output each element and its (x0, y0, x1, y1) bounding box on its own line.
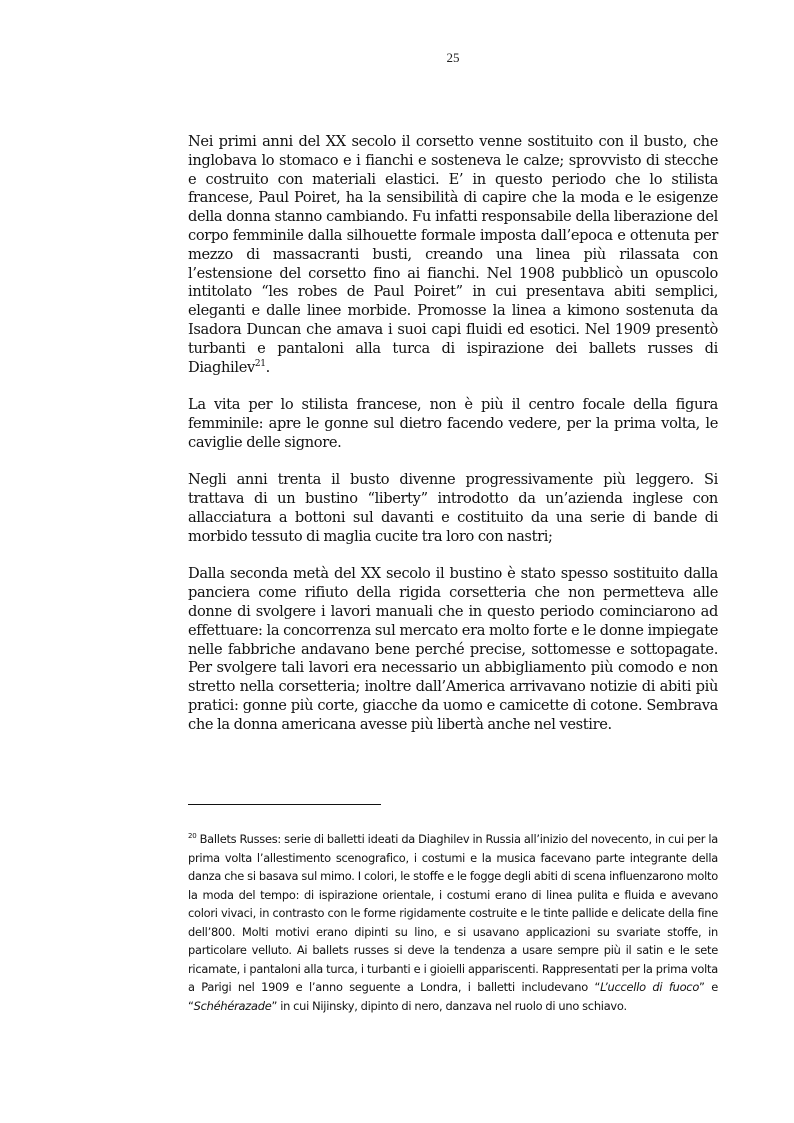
footnote-reference: 21 (254, 358, 266, 369)
main-text (188, 133, 718, 753)
paragraph-2: La vita per lo stilista francese, non è più il centro focale della figura femminile: apre le gonne sul dietro facendo vedere, per la prima volta, le caviglie delle signore. (188, 396, 718, 451)
paragraph-1-tail: . (265, 358, 270, 376)
page-number: 25 (446, 50, 460, 65)
paragraph-4: Dalla seconda metà del XX secolo il bustino è stato spesso sostituito dalla panciera come rifiuto della rigida corsetteria che non permetteva alle donne di svolgere i lavori manuali che in questo periodo cominciarono ad effettuare: la concorrenza sul mercato era molto forte e le donne impiegate nelle fabbriche andavano bene perché precise, sottomesse e sottopagate. Per svolgere tali lavori era necessario un abbigliamento più comodo e non stretto nella corsetteria; inoltre dall’America arrivavano notizie di abiti più pratici: gonne più corte, giacche da uomo e camicette di cotone. Sembrava che la donna americana avesse più libertà anche nel vestire. (188, 565, 718, 733)
paragraph-1-text: Nei primi anni del XX secolo il corsetto venne sostituito con il busto, che inglobava lo stomaco e i fianchi e sosteneva le calze; sprovvisto di stecche e costruito con materiali elastici. E’ in questo periodo che lo stilista francese, Paul Poiret, ha la sensibilità di capire che la moda e le esigenze della donna stanno cambiando. Fu infatti responsabile della liberazione del corpo femminile dalla silhouette formale imposta dall’epoca e ottenuta per mezzo di massacranti busti, creando una linea più rilassata con l’estensione del corsetto fino ai fianchi. Nel 1908 pubblicò un opuscolo intitolato “les robes de Paul Poiret” in cui presentava abiti semplici, eleganti e dalle linee morbide. Promosse la linea a kimono sostenuta da Isadora Duncan che amava i suoi capi fluidi ed esotici. Nel 1909 presentò turbanti e pantaloni alla turca di ispirazione dei ballets russes di Diaghilev (188, 133, 718, 376)
paragraph-1 (188, 133, 718, 377)
footnote-title-scheherazade: Schéhérazade (193, 998, 272, 1013)
footnote-number: 20 (188, 832, 197, 841)
footnote-title-firebird: L’uccello di fuoco (600, 980, 700, 994)
footnote (188, 830, 718, 1015)
footnote-text-1: Ballets Russes: serie di balletti ideati da Diaghilev in Russia all’inizio del novecento, in cui per la prima volta l’allestimento scenografico, i costumi e la musica facevano parte integrante della danza che si basava sul mimo. I colori, le stoffe e le fogge degli abiti di scena influenzarono molto la moda del tempo: di ispirazione orientale, i costumi erano di linea pulita e fluida e avevano colori vivaci, in contrasto con le forme rigidamente costruite e le tinte pallide e delicate della fine dell’800. Molti motivi erano dipinti su lino, e si usavano applicazioni su svariate stoffe, in particolare velluto. Ai ballets russes si deve la tendenza a usare sempre più il satin e le sete ricamate, i pantaloni alla turca, i turbanti e i gioielli appariscenti. Rappresentati per la prima volta a Parigi nel 1909 e l’anno seguente a Londra, i balletti includevano “ (188, 832, 718, 994)
footnote-text-2: ” e “ (188, 980, 719, 1013)
footnote-text-3: ” in cui Nijinsky, dipinto di nero, danzava nel ruolo di uno schiavo. (271, 998, 627, 1013)
footnote-separator (188, 804, 381, 805)
paragraph-3: Negli anni trenta il busto divenne progressivamente più leggero. Si trattava di un bustino “liberty” introdotto da un’azienda inglese con allacciatura a bottoni sul davanti e costituito da una serie di bande di morbido tessuto di maglia cucite tra loro con nastri; (188, 471, 718, 545)
